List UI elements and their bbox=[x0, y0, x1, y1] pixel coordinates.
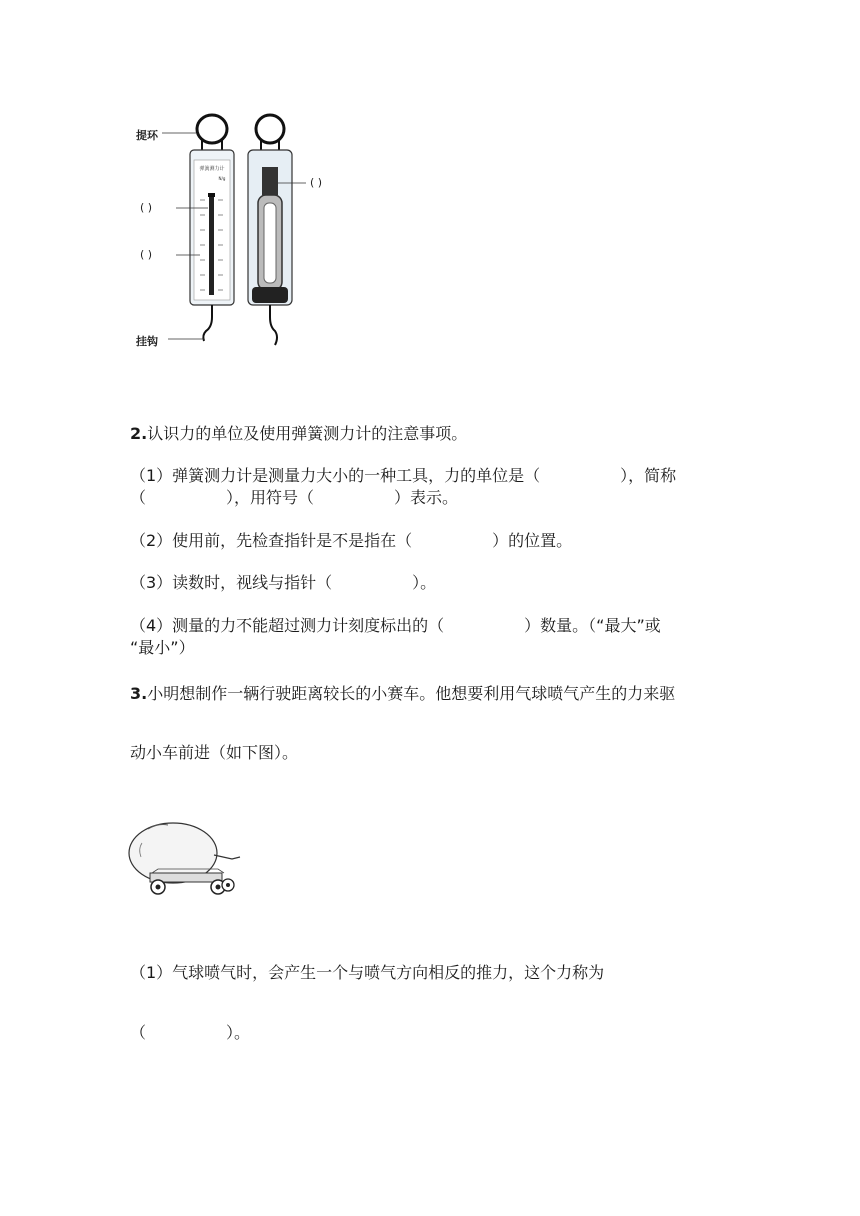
blank-scale: ( ) bbox=[140, 201, 153, 214]
balloon-car-drawing bbox=[128, 815, 248, 905]
label-ring: 提环 bbox=[136, 129, 158, 142]
q2-number: 2. bbox=[130, 424, 148, 443]
blank-spring: ( ) bbox=[140, 248, 153, 261]
q2-heading bbox=[130, 423, 467, 445]
q3-item1-line1: （1）气球喷气时，会产生一个与喷气方向相反的推力，这个力称为 bbox=[130, 963, 605, 982]
q3-number: 3. bbox=[130, 684, 148, 703]
svg-text:弹簧测力计: 弹簧测力计 bbox=[199, 166, 225, 172]
q2-item2: （2）使用前，先检查指针是不是指在（ ）的位置。 bbox=[130, 531, 573, 550]
q2-item3: （3）读数时，视线与指针（ ）。 bbox=[130, 573, 437, 592]
q3-line2: 动小车前进（如下图）。 bbox=[130, 743, 299, 762]
q3-text-line1: 小明想制作一辆行驶距离较长的小赛车。他想要利用气球喷气产生的力来驱 bbox=[147, 684, 676, 703]
q2-item4-line2: “最小”） bbox=[130, 638, 195, 657]
q2-item1-line2: （ ），用符号（ ）表示。 bbox=[130, 488, 459, 507]
label-hook: 挂钩 bbox=[136, 335, 158, 348]
spring-scale-drawing bbox=[130, 105, 360, 365]
blank-pointer: ( ) bbox=[310, 176, 323, 189]
q3-line1 bbox=[130, 683, 675, 705]
q2-item4-line1: （4）测量的力不能超过测力计刻度标出的（ ）数量。（“最大”或 bbox=[130, 616, 661, 635]
svg-text:N/g: N/g bbox=[218, 176, 226, 181]
balloon-car-figure bbox=[128, 815, 248, 905]
q2-item1-line1: （1）弹簧测力计是测量力大小的一种工具，力的单位是（ ），简称 bbox=[130, 466, 677, 485]
q3-item1-line2: （ ）。 bbox=[130, 1023, 251, 1042]
q2-title: 认识力的单位及使用弹簧测力计的注意事项。 bbox=[147, 424, 468, 443]
spring-scale-figure bbox=[130, 105, 360, 365]
